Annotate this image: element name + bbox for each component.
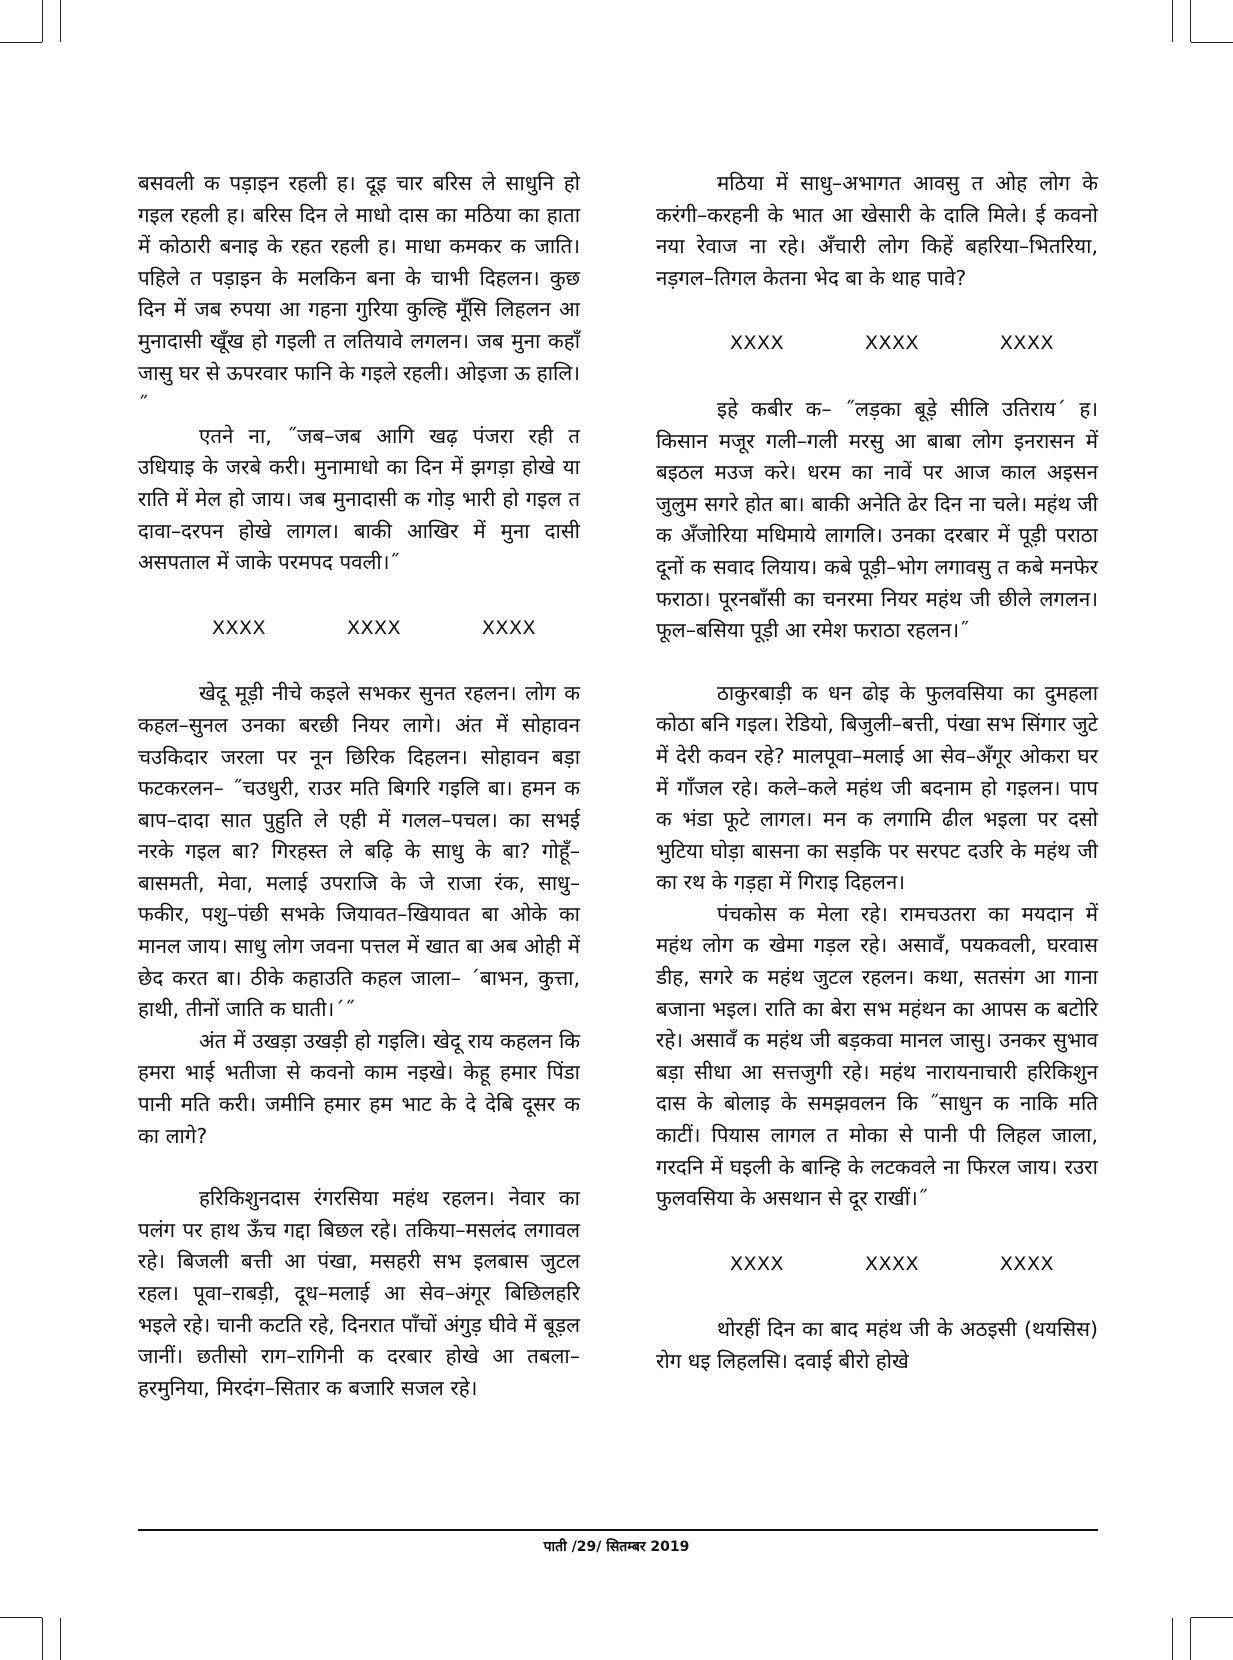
crop-mark bbox=[0, 42, 42, 43]
crop-mark bbox=[1191, 1617, 1233, 1618]
paragraph: थोरहीं दिन का बाद महंथ जी के अठइसी (थयसिस) रोग धइ लिहलसि। दवाई बीरो होखे bbox=[656, 1317, 1098, 1373]
page-footer: पाती /29/ सितम्बर 2019 bbox=[543, 1539, 690, 1555]
paragraph: अंत में उखड़ा उखड़ी हो गइलि। खेदू राय कहलन कि हमरा भाई भतीजा से कवनो काम नइखे। केहू हमार पिंडा पानी मति करी। जमीनि हमार हम भाट के दे देबि दूसर क का लागे? bbox=[138, 1028, 580, 1148]
crop-mark bbox=[60, 0, 61, 42]
separator-mark: XXXX bbox=[864, 1252, 920, 1275]
section-separator bbox=[656, 328, 1098, 360]
paragraph: पंचकोस क मेला रहे। रामचउतरा का मयदान में महंथ लोग क खेमा गड़ल रहे। असावँ, पयकवली, घरवास डीह, सगरे क महंथ जुटल रहलन। कथा, सतसंग आ गाना बजाना भइल। राति का बेरा सभ महंथन का आपस क बटोरि रहे। असावँ क महंथ जी बड़कवा मानल जासु। उनकर सुभाव बड़ा सीधा आ सत्तजुगी रहे। महंथ नारायनाचारी हरिकिशुन दास के बोलाइ के समझवलन कि ˝साधुन क नाकि मति काटीं। पियास लागल त मोका से पानी पी लिहल जाला, गरदनि में घइली के बान्हि के लटकवले ना फिरल जाय। रउरा फुलवसिया के असथान से दूर राखीं।˝ bbox=[656, 901, 1098, 1211]
right-column bbox=[656, 168, 1098, 1378]
crop-mark bbox=[1191, 42, 1233, 43]
separator-mark: XXXX bbox=[481, 616, 536, 639]
section-separator bbox=[138, 613, 580, 645]
paragraph: एतने ना, ˝जब–जब आगि खढ़ पंजरा रही त उधियाइ के जरबे करी। मुनामाधो का दिन में झगड़ा होखे या राति में मेल हो जाय। जब मुनादासी क गोड़ भारी हो गइल त दावा–दरपन होखे लागल। बाकी आखिर में मुना दासी असपताल में जाके परमपद पवली।˝ bbox=[138, 423, 580, 575]
separator-mark: XXXX bbox=[730, 1252, 785, 1275]
left-column bbox=[138, 168, 580, 1404]
crop-mark bbox=[60, 1618, 61, 1660]
crop-mark bbox=[0, 1617, 42, 1618]
separator-mark: XXXX bbox=[864, 332, 920, 355]
separator-mark: XXXX bbox=[730, 332, 785, 355]
crop-mark bbox=[1190, 0, 1191, 42]
separator-mark: XXXX bbox=[346, 616, 402, 639]
crop-mark bbox=[42, 1618, 43, 1660]
paragraph: इहे कबीर क– ˝लड़का बूड़े सीलि उतिराय´ ह। किसान मजूर गली–गली मरसु आ बाबा लोग इनरासन में बइठल मउज करे। धरम का नावें पर आज काल अइसन जुलुम सगरे होत बा। बाकी अनेति ढेर दिन ना चले। महंथ जी क अँजोरिया मधिमाये लागलि। उनका दरबार में पूड़ी पराठा दूनों क सवाद लियाय। कबे पूड़ी–भोग लगावसु त कबे मनफेर फराठा। पूरनबाँसी का चनरमा नियर महंथ जी छीले लगलन। फूल–बसिया पूड़ी आ रमेश फराठा रहलन।˝ bbox=[656, 396, 1098, 643]
paragraph: हरिकिशुनदास रंगरसिया महंथ रहलन। नेवार का पलंग पर हाथ ऊँच गद्दा बिछल रहे। तकिया–मसलंद लगावल रहे। बिजली बत्ती आ पंखा, मसहरी सभ इलबास जुटल रहल। पूवा–राबड़ी, दूध–मलाई आ सेव–अंगूर बिछिलहरि भइले रहे। चानी कटति रहे, दिनरात पाँचों अंगुड़ घीवे में बूड़ल जानीं। छतीसो राग–रागिनी क दरबार होखे आ तबला–हरमुनिया, मिरदंग–सितार क बजारि सजल रहे। bbox=[138, 1186, 580, 1400]
paragraph: मठिया में साधु–अभागत आवसु त ओह लोग के करंगी–करहनी के भात आ खेसारी के दालि मिले। ई कवनो नया रेवाज ना रहे। अँचारी लोग किहें बहरिया–भितरिया, नड़गल–तिगल केतना भेद बा के थाह पावे? bbox=[656, 171, 1098, 290]
crop-mark bbox=[1190, 1618, 1191, 1660]
crop-mark bbox=[1172, 1618, 1173, 1660]
paragraph: खेदू मूड़ी नीचे कइले सभकर सुनत रहलन। लोग क कहल–सुनल उनका बरछी नियर लागे। अंत में सोहावन चउकिदार जरला पर नून छिरिक दिहलन। सोहावन बड़ा फटकरलन– ˝चउधुरी, राउर मति बिगरि गइलि बा। हमन क बाप–दादा सात पुहुति ले एही में गलल–पचल। का सभई नरके गइल बा? गिरहस्त ले बढ़ि के साधु के बा? गोहूँ–बासमती, मेवा, मलाई उपराजि के जे राजा रंक, साधु–फकीर, पशु–पंछी सभके जियावत–खियावत बा ओके का मानल जाय। साधु लोग जवना पत्तल में खात बा अब ओही में छेद करत बा। ठीके कहाउति कहल जाला– ´बाभन, कुत्ता, हाथी, तीनों जाति क घाती।´˝ bbox=[138, 681, 580, 1022]
separator-mark: XXXX bbox=[999, 332, 1054, 355]
crop-mark bbox=[42, 0, 43, 42]
paragraph: बसवली क पड़ाइन रहली ह। दूइ चार बरिस ले साधुनि हो गइल रहली ह। बरिस दिन ले माधो दास का मठिया का हाता में कोठारी बनाइ के रहत रहली ह। माधा कमकर क जाति। पहिले त पड़ाइन के मलकिन बना के चाभी दिहलन। कुछ दिन में जब रुपया आ गहना गुरिया कुल्हि मूँसि लिहलन आ मुनादासी खूँख हो गइली त लतियावे लगलन। जब मुना कहाँ जासु घर से ऊपरवार फानि के गइले रहली। ओइजा ऊ हालि।˝ bbox=[138, 171, 580, 417]
separator-mark: XXXX bbox=[212, 616, 267, 639]
separator-mark: XXXX bbox=[999, 1252, 1054, 1275]
paragraph: ठाकुरबाड़ी क धन ढोइ के फुलवसिया का दुमहला कोठा बनि गइल। रेडियो, बिजुली–बत्ती, पंखा सभ सिंगार जुटे में देरी कवन रहे? मालपूवा–मलाई आ सेव–अँगूर ओकरा घर में गाँजल रहे। कले–कले महंथ जी बदनाम हो गइलन। पाप क भंडा फूटे लागल। मन क लगामि ढील भइला पर दसो भुटिया घोड़ा बासना का सड़कि पर सरपट दउरि के महंथ जी का रथ के गड़हा में गिराइ दिहलन। bbox=[656, 680, 1098, 895]
footer-rule bbox=[138, 1529, 1098, 1531]
section-separator bbox=[656, 1249, 1098, 1281]
crop-mark bbox=[1172, 0, 1173, 42]
